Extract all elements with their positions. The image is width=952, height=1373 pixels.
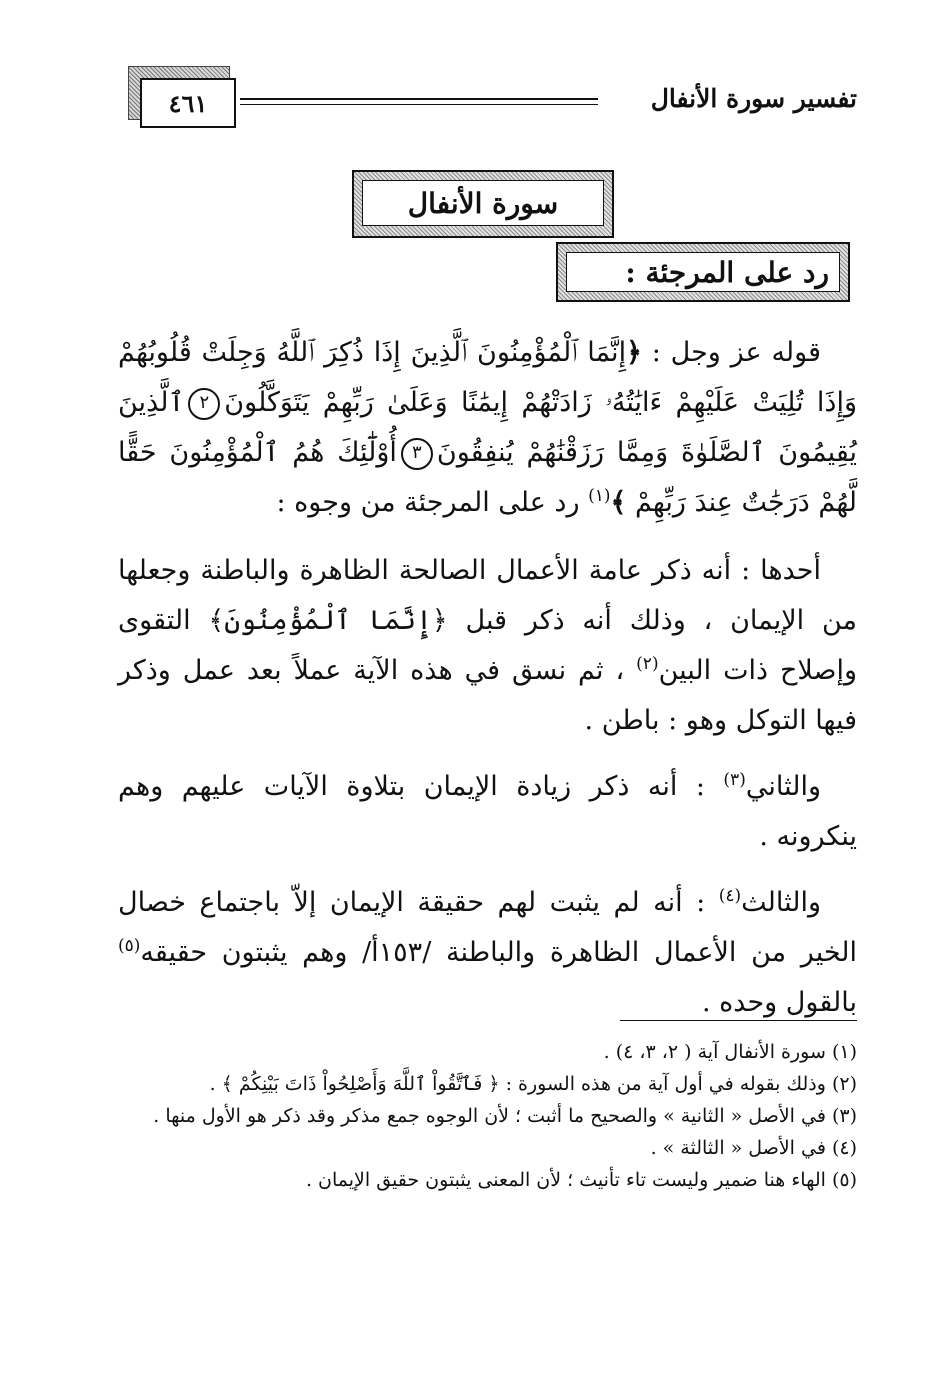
paragraph-first-reason — [118, 546, 857, 746]
paragraph-text: التقوى وإصلاح ذات البين — [118, 605, 857, 686]
paragraph-text: : أنه لم يثبت لهم حقيقة الإيمان إلاّ باجتماع خصال الخير من الأعمال الظاهرة والباطنة /١٥٣أ/ وهم يثبتون حقيقه — [118, 887, 857, 968]
paragraph-verse — [118, 328, 857, 528]
intro-text: قوله عز وجل : — [641, 337, 821, 368]
footnote-ref: (٤) — [718, 886, 742, 906]
section-heading: رد على المرجئة : — [566, 252, 840, 292]
paragraph-text: ، ثم نسق في هذه الآية عملاً بعد عمل وذكر فيها التوكل وهو : باطن . — [118, 655, 857, 736]
footnote-2: (٢) وذلك بقوله في أول آية من هذه السورة : ﴿ فَٱتَّقُواْ ٱللَّهَ وَأَصْلِحُواْ ذَاتَ بَيْنِكُمْ ﴾ . — [209, 1073, 857, 1095]
paragraph-tail: رد على المرجئة من وجوه : — [276, 487, 589, 518]
surah-title: سورة الأنفال — [362, 180, 604, 226]
running-title: تفسير سورة الأنفال — [650, 84, 857, 113]
footnote-5: (٥) الهاء هنا ضمير وليست تاء تأنيث ؛ لأن المعنى يثبتون حقيق الإيمان . — [305, 1169, 857, 1191]
paragraph-second-reason — [118, 762, 857, 862]
footnote-3: (٣) في الأصل « الثانية » والصحيح ما أثبت ؛ لأن الوجوه جمع مذكر وقد ذكر هو الأول منها . — [153, 1105, 857, 1127]
quran-close-bracket: ﴾ — [610, 487, 627, 518]
footnote-1: (١) سورة الأنفال آية ( ٢، ٣، ٤) . — [603, 1041, 857, 1063]
paragraph-text: : أنه ذكر زيادة الإيمان بتلاوة الآيات عليهم وهم ينكرونه . — [118, 771, 857, 852]
footnote-ref: (٢) — [636, 654, 659, 674]
footnote-4: (٤) في الأصل « الثالثة » . — [650, 1137, 857, 1159]
footnote-ref: (١) — [588, 486, 611, 506]
footnote-ref: (٣) — [723, 770, 746, 790]
footnotes — [118, 1036, 857, 1196]
ayah-number-marker: ٣ — [401, 438, 433, 470]
paragraph-third-reason — [118, 878, 857, 1028]
footnote-separator — [620, 1020, 857, 1021]
quran-verse-c: أُوْلَٰٓئِكَ هُمُ ٱلْمُؤْمِنُونَ حَقًّا لَّهُمْ دَرَجَٰتٌ عِندَ رَبِّهِمْ — [118, 437, 857, 518]
ayah-number-marker: ٢ — [188, 388, 220, 420]
quran-verse-a: إِنَّمَا ٱلْمُؤْمِنُونَ ٱلَّذِينَ إِذَا ذُكِرَ ٱللَّهُ وَجِلَتْ قُلُوبُهُمْ وَإِذَا تُلِيَتْ عَلَيْهِمْ ءَايَٰتُهُۥ زَادَتْهُمْ إِيمَٰنًا وَعَلَىٰ رَبِّهِمْ يَتَوَكَّلُونَ — [118, 337, 857, 418]
paragraph-text: أحدها : أنه ذكر عامة الأعمال الصالحة الظاهرة والباطنة وجعلها من الإيمان ، وذلك أنه ذكر قبل — [118, 555, 857, 636]
quran-open-bracket: ﴿ — [626, 337, 642, 368]
page-number: ٤٦١ — [140, 78, 236, 128]
header-rule — [240, 98, 598, 105]
quran-quote: ﴿إِنَّمَا ٱلْمُؤْمِنُونَ﴾ — [208, 605, 448, 636]
paragraph-label: والثاني — [745, 771, 821, 802]
paragraph-text: بالقول وحده . — [702, 987, 857, 1018]
surah-title-frame — [352, 170, 614, 238]
quran-verse-b: ٱلَّذِينَ يُقِيمُونَ ٱلصَّلَوٰةَ وَمِمَّا رَزَقْنَٰهُمْ يُنفِقُونَ — [118, 387, 857, 468]
paragraph-label: والثالث — [741, 887, 821, 918]
footnote-ref: (٥) — [118, 936, 141, 956]
section-heading-frame — [556, 242, 850, 302]
